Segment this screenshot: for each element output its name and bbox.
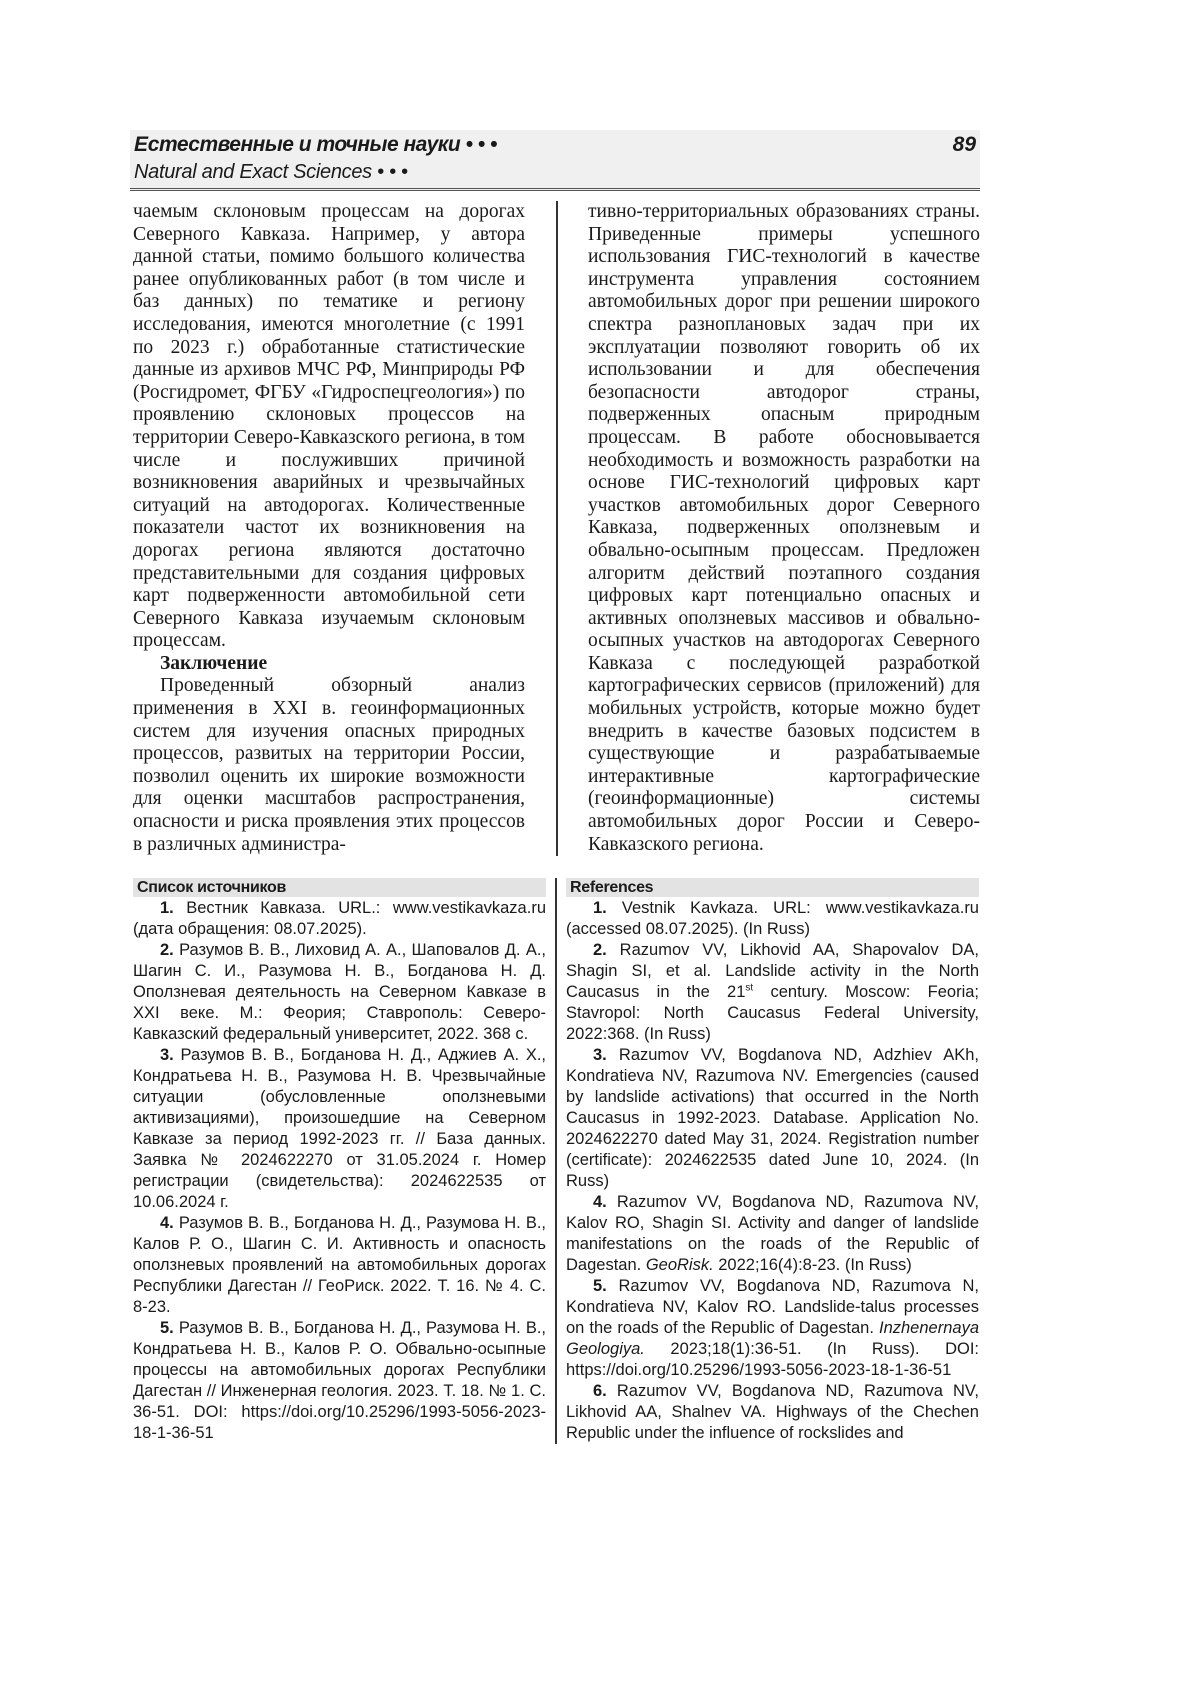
- body-column-right: [556, 201, 980, 856]
- reference-number: 4.: [593, 1193, 607, 1212]
- section-title-en: Natural and Exact Sciences • • •: [134, 161, 408, 183]
- body-paragraph: чаемым склоновым процессам на дорогах Северного Кавказа. Например, у автора данной статьи, помимо большого количества ранее опубликованных работ (в том числе и баз данных) по тематике и региону исследования, имеются многолетние (с 1991 по 2023 г.) обработанные статистические данные из архивов МЧС РФ, Минприроды РФ (Росгидромет, ФГБУ «Гидроспецгеология») по проявлению склоновых процессов на территории Северо-Кавказского региона, в том числе и послуживших причиной возникновения аварийных и чрезвычайных ситуаций на автодорогах. Количественные показатели частот их возникновения на дорогах региона являются достаточно представительными для создания цифровых карт подверженности автомобильной сети Северного Кавказа изучаемым склоновым процессам.: [133, 201, 525, 652]
- reference-text: Вестник Кавказа. URL.: www.vestikavkaza.ru (дата обращения: 08.07.2025).: [133, 899, 546, 939]
- reference-item: [566, 1381, 979, 1444]
- reference-number: 1.: [160, 899, 174, 918]
- reference-text: 2023;18(1):36-51. (In Russ). DOI: https://doi.org/10.25296/1993-5056-2023-18-1-36-51: [566, 1340, 979, 1380]
- reference-text: Razumov VV, Bogdanova ND, Razumova NV, Likhovid AA, Shalnev VA. Highways of the Chechen Republic under the influence of rockslides and: [566, 1382, 979, 1443]
- reference-text: Razumov VV, Likhovid AA, Shapovalov DA, Shagin SI, et al. Landslide activity in the North Caucasus in the 21: [566, 941, 979, 1002]
- reference-text: Razumov VV, Bogdanova ND, Razumova N, Kondratieva NV, Kalov RO. Landslide-talus processes on the roads of the Republic of Dagestan.: [566, 1277, 979, 1338]
- reference-text: GeoRisk.: [645, 1256, 714, 1275]
- running-header: [130, 130, 980, 191]
- reference-item: [133, 1213, 546, 1318]
- reference-item: [133, 1045, 546, 1213]
- reference-text: Разумов В. В., Богданова Н. Д., Аджиев А. Х., Кондратьева Н. В., Разумова Н. В. Чрезвычайные ситуации (обусловленные оползневыми активизациями), произошедшие на Северном Кавказе за период 1992-2023 гг. // База данных. Заявка № 2024622270 от 31.05.2024 г. Номер регистрации (свидетельства): 2024622535 от 10.06.2024 г.: [133, 1046, 546, 1212]
- reference-text: 2022;16(4):8-23. (In Russ): [713, 1256, 912, 1275]
- reference-item: [566, 1276, 979, 1381]
- references-ru-list: [133, 898, 546, 1444]
- reference-number: 3.: [593, 1046, 607, 1065]
- references-ru: [133, 878, 555, 1444]
- references-ru-title: Список источников: [133, 878, 546, 897]
- reference-number: 5.: [593, 1277, 607, 1296]
- body-paragraph: Проведенный обзорный анализ применения в XXI в. геоинформационных систем для изучения опасных природных процессов, развитых на территории России, позволил оценить их широкие возможности для оценки масштабов распространения, опасности и риска проявления этих процессов в различных администра-: [133, 675, 525, 855]
- reference-number: 2.: [593, 941, 607, 960]
- references-en-list: [566, 898, 979, 1444]
- body-paragraph: тивно-территориальных образованиях страны. Приведенные примеры успешного использования ГИС-технологий в качестве инструмента управления состоянием автомобильных дорог при решении широкого спектра разноплановых задач при их эксплуатации позволяют говорить об их использовании и для обеспечения безопасности автодорог страны, подверженных опасным природным процессам. В работе обосновывается необходимость и возможность разработки на основе ГИС-технологий цифровых карт участков автомобильных дорог Северного Кавказа, подверженных оползневым и обвально-осыпным процессам. Предложен алгоритм действий поэтапного создания цифровых карт потенциально опасных и активных оползневых массивов и обвально-осыпных участков на автодорогах Северного Кавказа с последующей разработкой картографических сервисов (приложений) для мобильных устройств, которые можно будет внедрить в качестве базовых подсистем в существующие и разрабатываемые интерактивные картографические (геоинформационные) системы автомобильных дорог России и Северо-Кавказского региона.: [588, 201, 980, 855]
- conclusion-heading: Заключение: [160, 652, 268, 674]
- reference-text: Vestnik Kavkaza. URL: www.vestikavkaza.ru (accessed 08.07.2025). (In Russ): [566, 899, 979, 939]
- section-title-ru: Естественные и точные науки • • •: [134, 133, 497, 156]
- reference-item: [566, 940, 979, 1045]
- reference-number: 1.: [593, 899, 607, 918]
- reference-number: 6.: [593, 1382, 607, 1401]
- reference-item: [133, 1318, 546, 1444]
- reference-item: [566, 1045, 979, 1192]
- body-column-left: [133, 201, 556, 856]
- reference-number: 4.: [160, 1214, 174, 1233]
- page-number: 89: [952, 133, 976, 156]
- reference-number: 2.: [160, 941, 174, 960]
- body-columns: [130, 201, 980, 856]
- reference-item: [566, 898, 979, 940]
- reference-text: st: [745, 982, 754, 994]
- reference-text: Razumov VV, Bogdanova ND, Adzhiev AKh, Kondratieva NV, Razumova NV. Emergencies (caused by landslide activations) that occurred in the North Caucasus in 1992-2023. Database. Application No. 2024622270 dated May 31, 2024. Registration number (certificate): 2024622535 dated June 10, 2024. (In Russ): [566, 1046, 979, 1191]
- references-columns: [130, 878, 980, 1444]
- reference-text: Inzhenernaya Geologiya.: [566, 1319, 979, 1359]
- reference-text: Разумов В. В., Богданова Н. Д., Разумова Н. В., Кондратьева Н. В., Калов Р. О. Обвально-осыпные процессы на автомобильных дорогах Республики Дагестан // Инженерная геология. 2023. Т. 18. № 1. С. 36-51. DOI: https://doi.org/10.25296/1993-5056-2023-18-1-36-51: [133, 1319, 546, 1443]
- reference-text: Razumov VV, Bogdanova ND, Razumova NV, Kalov RO, Shagin SI. Activity and danger of landslide manifestations on the roads of the Republic of Dagestan.: [566, 1193, 979, 1275]
- references-en-title: References: [566, 878, 979, 897]
- reference-text: Разумов В. В., Лиховид А. А., Шаповалов Д. А., Шагин С. И., Разумова Н. В., Богданова Н. Д. Оползневая деятельность на Северном Кавказе в XXI веке. М.: Феория; Ставрополь: Северо-Кавказский федеральный университет, 2022. 368 с.: [133, 941, 546, 1044]
- reference-number: 3.: [160, 1046, 174, 1065]
- references-en: [555, 878, 979, 1444]
- reference-item: [566, 1192, 979, 1276]
- reference-item: [133, 940, 546, 1045]
- reference-text: century. Moscow: Feoria; Stavropol: North Caucasus Federal University, 2022:368. (In Russ): [566, 983, 979, 1044]
- reference-number: 5.: [160, 1319, 174, 1338]
- reference-text: Разумов В. В., Богданова Н. Д., Разумова Н. В., Калов Р. О., Шагин С. И. Активность и опасность оползневых проявлений на автомобильных дорогах Республики Дагестан // ГеоРиск. 2022. Т. 16. № 4. С. 8-23.: [133, 1214, 546, 1317]
- reference-item: [133, 898, 546, 940]
